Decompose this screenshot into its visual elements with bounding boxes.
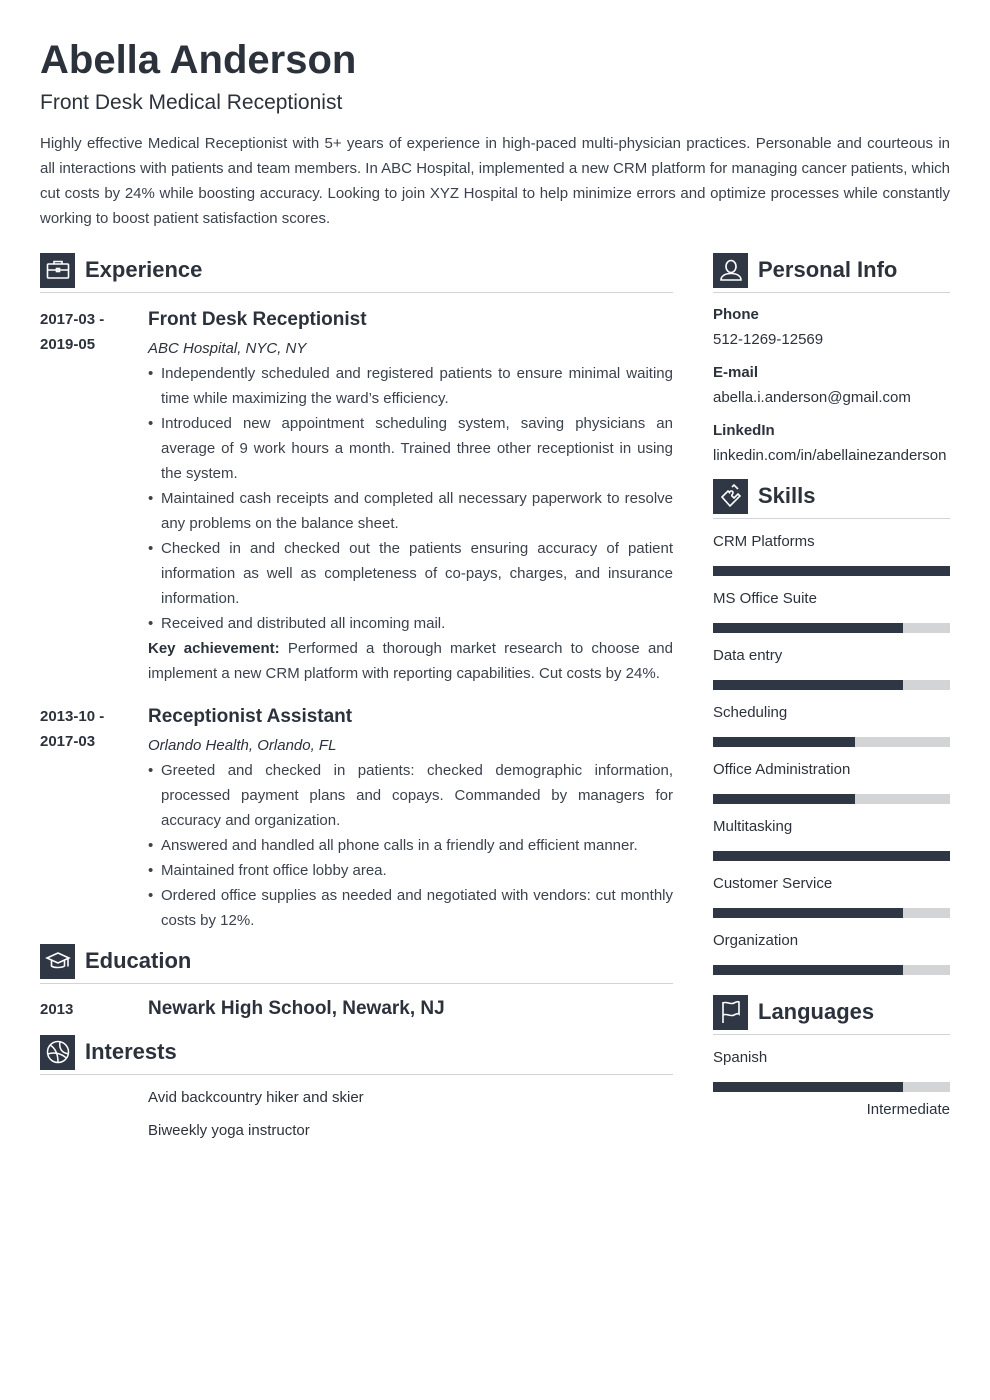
linkedin-label: LinkedIn <box>713 422 775 439</box>
skill-name: Scheduling <box>713 704 788 721</box>
job-bullet: • Received and distributed all incoming mail. <box>148 611 673 636</box>
skill-item <box>713 589 950 633</box>
skill-item <box>713 817 950 861</box>
education-year: 2013 <box>40 1000 74 1018</box>
phone-value: 512-1269-12569 <box>713 331 824 348</box>
interests-section-header <box>40 1034 673 1075</box>
job-dates <box>40 704 148 933</box>
skill-level-fill <box>713 566 950 576</box>
skill-level-bar <box>713 566 950 576</box>
job-date-end: 2017-03 <box>40 733 96 750</box>
job-bullet: • Maintained front office lobby area. <box>148 858 673 883</box>
interest-item: Avid backcountry hiker and skier <box>148 1089 364 1106</box>
skill-name: Organization <box>713 932 799 949</box>
job-date-start: 2013-10 - <box>40 708 105 725</box>
job-bullet: • Answered and handled all phone calls in a friendly and efficient manner. <box>148 833 673 858</box>
interests-list <box>40 1085 673 1143</box>
phone-label: Phone <box>713 306 759 323</box>
education-entry <box>40 998 673 1020</box>
job-bullet: • Introduced new appointment scheduling system, saving physicians an average of 9 work hours a month. Trained three other receptionist in using the system. <box>148 411 673 486</box>
job-bullet: • Maintained cash receipts and completed all necessary paperwork to resolve any problems on the balance sheet. <box>148 486 673 536</box>
job-title: Front Desk Receptionist <box>148 309 367 330</box>
skill-name: Office Administration <box>713 761 851 778</box>
education-section-header <box>40 943 673 984</box>
right-column <box>713 252 950 1120</box>
job-date-end: 2019-05 <box>40 336 96 353</box>
job-company: ABC Hospital, NYC, NY <box>148 340 307 357</box>
skills-heading: Skills <box>758 483 816 508</box>
skill-item <box>713 760 950 804</box>
left-column <box>40 252 673 1143</box>
linkedin-value: linkedin.com/in/abellainezanderson <box>713 447 947 464</box>
job-bullet-list <box>148 758 673 933</box>
skills-section-header <box>713 478 950 519</box>
skill-item <box>713 874 950 918</box>
job-entry <box>40 307 673 686</box>
skill-level-fill <box>713 623 903 633</box>
skill-item <box>713 931 950 975</box>
languages-section-header <box>713 994 950 1035</box>
experience-section-header <box>40 252 673 293</box>
skill-name: MS Office Suite <box>713 590 817 607</box>
key-achievement-text: Performed a thorough market research to choose and implement a new CRM platform with reporting capabilities. Cut costs by 24%. <box>148 640 673 682</box>
briefcase-icon <box>40 253 75 288</box>
email-label: E-mail <box>713 364 759 381</box>
language-level-label: Intermediate <box>866 1101 950 1118</box>
language-name: Spanish <box>713 1049 768 1066</box>
interest-item: Biweekly yoga instructor <box>148 1122 310 1139</box>
skill-level-fill <box>713 908 903 918</box>
job-dates <box>40 307 148 686</box>
interests-heading: Interests <box>85 1039 177 1064</box>
flag-icon <box>713 995 748 1030</box>
skill-level-bar <box>713 623 950 633</box>
job-date-start: 2017-03 - <box>40 311 105 328</box>
resume-header <box>40 36 950 231</box>
skill-name: Customer Service <box>713 875 833 892</box>
candidate-title: Front Desk Medical Receptionist <box>40 91 343 114</box>
languages-heading: Languages <box>758 999 875 1024</box>
key-achievement-label: Key achievement: <box>148 640 280 657</box>
personal-info-heading: Personal Info <box>758 257 898 282</box>
skill-name: Data entry <box>713 647 783 664</box>
experience-heading: Experience <box>85 257 203 282</box>
skill-level-bar <box>713 737 950 747</box>
skill-level-bar <box>713 908 950 918</box>
skill-name: CRM Platforms <box>713 533 815 550</box>
education-school: Newark High School, Newark, NJ <box>148 998 445 1019</box>
skill-item <box>713 703 950 747</box>
key-achievement <box>148 636 673 686</box>
personal-info-section-header <box>713 252 950 293</box>
job-bullet: • Checked in and checked out the patients ensuring accuracy of patient information as well as completeness of co-pays, charges, and insurance information. <box>148 536 673 611</box>
education-heading: Education <box>85 948 192 973</box>
person-icon <box>713 253 748 288</box>
job-bullet: • Independently scheduled and registered patients to ensure minimal waiting time while maximizing the ward’s efficiency. <box>148 361 673 411</box>
profile-summary: Highly effective Medical Receptionist with 5+ years of experience in high-paced multi-physician practices. Personable and courteous in all interactions with patients and team members. In ABC Hospital, implemented a new CRM platform for managing cancer patients, which cut costs by 24% while boosting accuracy. Looking to join XYZ Hospital to help minimize errors and optimize processes while constantly working to boost patient satisfaction scores. <box>40 135 950 227</box>
skill-name: Multitasking <box>713 818 793 835</box>
language-item <box>713 1048 950 1120</box>
language-level-fill <box>713 1082 903 1092</box>
basketball-icon <box>40 1035 75 1070</box>
skill-level-bar <box>713 965 950 975</box>
skill-item <box>713 646 950 690</box>
job-title: Receptionist Assistant <box>148 706 353 727</box>
skills-list <box>713 532 950 975</box>
language-level-bar <box>713 1082 950 1092</box>
job-company: Orlando Health, Orlando, FL <box>148 737 337 754</box>
candidate-name: Abella Anderson <box>40 38 357 82</box>
job-entry <box>40 704 673 933</box>
puzzle-icon <box>713 479 748 514</box>
email-value: abella.i.anderson@gmail.com <box>713 389 911 406</box>
skill-level-fill <box>713 794 855 804</box>
graduation-cap-icon <box>40 944 75 979</box>
skill-level-fill <box>713 851 950 861</box>
skill-level-bar <box>713 794 950 804</box>
skill-level-fill <box>713 680 903 690</box>
skill-level-bar <box>713 680 950 690</box>
skill-level-fill <box>713 965 903 975</box>
job-bullet: • Greeted and checked in patients: checked demographic information, processed payment plans and copays. Commanded by managers for accuracy and organization. <box>148 758 673 833</box>
job-bullet-list <box>148 361 673 636</box>
skill-item <box>713 532 950 576</box>
skill-level-fill <box>713 737 855 747</box>
job-bullet: • Ordered office supplies as needed and negotiated with vendors: cut monthly costs by 12%. <box>148 883 673 933</box>
skill-level-bar <box>713 851 950 861</box>
